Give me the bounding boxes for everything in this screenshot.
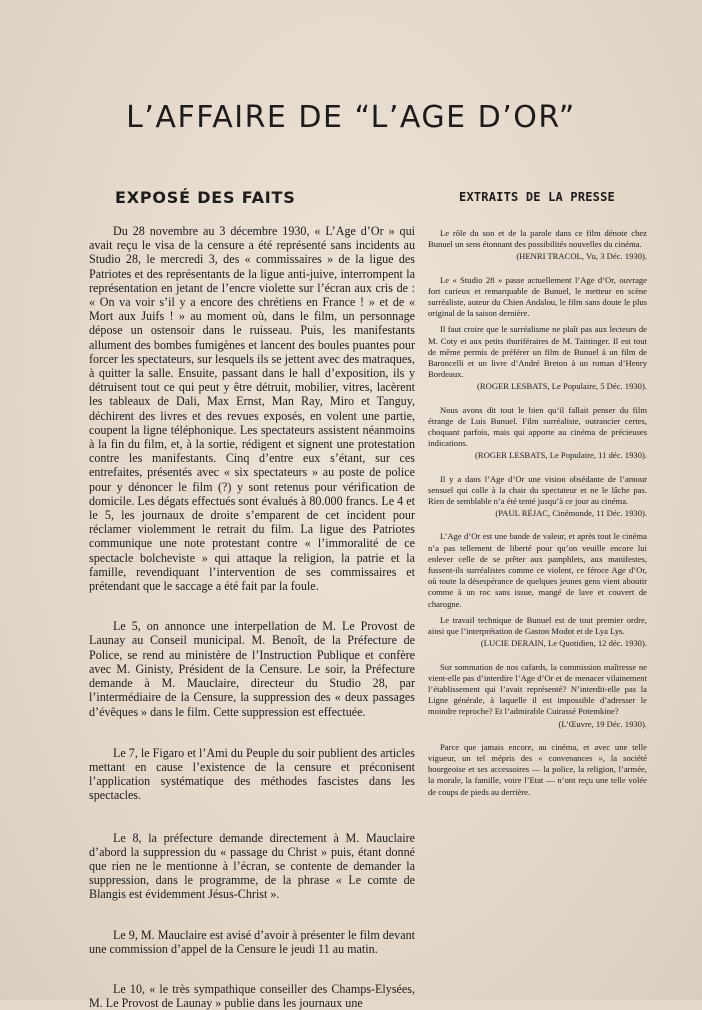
press-extract: Il faut croire que le surréalisme ne plaît pas aux lecteurs de M. Coty et aux petits thuriféraires de M. Taittinger. Il est tout de même permis de préférer un film de Bunuel à un film de Baroncelli et un livre d’André Breton à un roman d’Henry Bordeaux. (428, 324, 647, 380)
press-extract: Nous avons dit tout le bien qu’il fallait penser du film étrange de Luis Bunuel. Film surréaliste, outrancier certes, choquant parfois, mais qui apporte au cinéma de précieuses indications. (428, 404, 647, 449)
press-heading: EXTRAITS DE LA PRESSE (459, 190, 615, 204)
press-extract: Il y a dans l’Age d’Or une vision obsédante de l’amour sensuel qui colle à la chair du spectateur et ne le lâche pas. Rien de semblable n’a été tenté jusqu’à ce jour au cinéma. (428, 473, 647, 507)
press-extract: Le travail technique de Bunuel est de tout premier ordre, ainsi que l’interprétation de Gaston Modot et de Lya Lys. (428, 614, 647, 637)
facts-paragraph: Le 8, la préfecture demande directement à M. Mauclaire d’abord la suppression du « passage du Christ » puis, étant donné que rien ne le mentionne à l’écran, se contente de demander la suppression, dans le programme, de la phrase « Le comte de Blangis est évidemment Jésus-Christ ». (89, 830, 415, 902)
press-citation: (LUCIE DERAIN, Le Quotidien, 12 déc. 1930). (480, 638, 647, 649)
facts-paragraph: Du 28 novembre au 3 décembre 1930, « L’Age d’Or » qui avait reçu le visa de la censure a été représenté sans incidents au Studio 28, le mercredi 3, des « commissaires » de la ligue des Patriotes et des représentants de la ligue anti-juive, interrompent la représentation en jetant de l’encre violette sur l’écran aux cris de : « On va voir s’il y a encore des chrétiens en France ! » et de « Mort aux Juifs ! » au moment où, dans le film, un personnage dépose un ostensoir dans le ruisseau. Puis, les manifestants allument des bombes fumigènes et lancent des boules puantes pour forcer les spectateurs, sur lesquels ils se jettent avec des matraques, à quitter la salle. Ensuite, passant dans le hall d’exposition, ils y détruisent tout ce qui peut y être détruit, mobilier, vitres, lacèrent les tableaux de Dali, Max Ernst, Man Ray, Miro et Tanguy, déchirent des livres et des revues exposés, en volent une partie, coupent la ligne téléphonique. Les spectateurs assistent néanmoins à la fin du film, et, à la sortie, rédigent et signent une protestation contre les manifestants. Cinq d’entre eux s’étant, sur ces entrefaites, présentés avec « six spectateurs » au poste de police pour y dénoncer le film (?) y sont retenus pour vérification de domicile. Les dégats effectués sont évalués à 80.000 francs. Le 4 et le 5, les journaux de droite s’emparent de cet incident pour réclamer violemment le retrait du film. La ligue des Patriotes communique une note protestant contre « l’immoralité de ce spectacle bolcheviste » qui attaque la religion, la patrie et la famille, revendiquant l’intervention de ses commissaires et prétendant que le saccage a été fait par la foule. (89, 224, 415, 594)
facts-column (89, 224, 415, 1010)
facts-heading: EXPOSÉ DES FAITS (115, 188, 296, 207)
press-citation: (ROGER LESBATS, Le Populaire, 11 déc. 1930). (474, 450, 647, 461)
facts-paragraph: Le 10, « le très sympathique conseiller des Champs-Elysées, M. Le Provost de Launay » publie dans les journaux une (89, 981, 415, 1010)
press-citation: (ROGER LESBATS, Le Populaire, 5 Déc. 1930). (477, 381, 647, 392)
press-extract: Le « Studio 28 » passe actuellement l’Age d’Or, ouvrage fort curieux et remarquable de Bunuel, le metteur en scène surréaliste, auteur du Chien Andalou, le film sans doute le plus original de la saison dernière. (428, 274, 647, 319)
facts-paragraph: Le 7, le Figaro et l’Ami du Peuple du soir publient des articles mettant en cause l’existence de la censure et préconisent l’application systématique des méthodes fascistes dans les spectacles. (89, 745, 415, 803)
facts-paragraph: Le 9, M. Mauclaire est avisé d’avoir à présenter le film devant une commission d’appel de la Censure le jeudi 11 au matin. (89, 927, 415, 956)
press-citation: (PAUL RÉJAC, Cinémonde, 11 Déc. 1930). (495, 508, 647, 519)
facts-paragraph: Le 5, on annonce une interpellation de M. Le Provost de Launay au Conseil municipal. M. Benoît, de la Préfecture de Police, se rend au ministère de l’Instruction Publique et confère avec M. Ginisty, Président de la Censure. Le soir, la Préfecture demande à M. Mauclaire, directeur du Studio 28, par l’intermédiaire de la Censure, la suppression des « deux passages d’évêques » dans le film. Cette suppression est effectuée. (89, 619, 415, 719)
press-extract: Le rôle du son et de la parole dans ce film dénote chez Bunuel un sens étonnant des possibilités nouvelles du cinéma. (428, 228, 647, 250)
page-title: L’AFFAIRE DE “L’AGE D’OR” (126, 100, 576, 135)
press-extract: Parce que jamais encore, au cinéma, et avec une telle vigueur, un tel mépris des « convenances », la société bourgeoise et ses accessoires — la police, la religion, l’armée, la morale, la famille, voire l’Etat — n’ont reçu une telle volée de coups de pieds au derrière. (428, 741, 647, 797)
press-citation: (L’Œuvre, 19 Déc. 1930). (558, 718, 647, 729)
press-column (428, 228, 647, 798)
press-extract: Sur sommation de nos cafards, la commission maîtresse ne vient-elle pas d’interdire l’Age d’Or et de menacer vilainement l’établissement qui l’avait représenté? N’interdit-elle pas la Ligne générale, à laquelle il est impossible d’adresser le moindre reproche? Et l’admirable Cuirassé Potemkine? (428, 661, 647, 717)
press-citation: (HENRI TRACOL, Vu, 3 Déc. 1930). (516, 251, 647, 262)
press-extract: L’Age d’Or est une bande de valeur, et après tout le cinéma n’a pas tellement de liberté pour qu’on veuille encore lui enlever celle de se prêter aux pamphlets, aux manifestes, fussent-ils surréalistes comme ce violent, ce féroce Age d’Or, où toute la désespérance de quelques jeunes gens vient aboutir comme à un roc sans issue, mangé de lave et couvert de charogne. (428, 531, 647, 609)
